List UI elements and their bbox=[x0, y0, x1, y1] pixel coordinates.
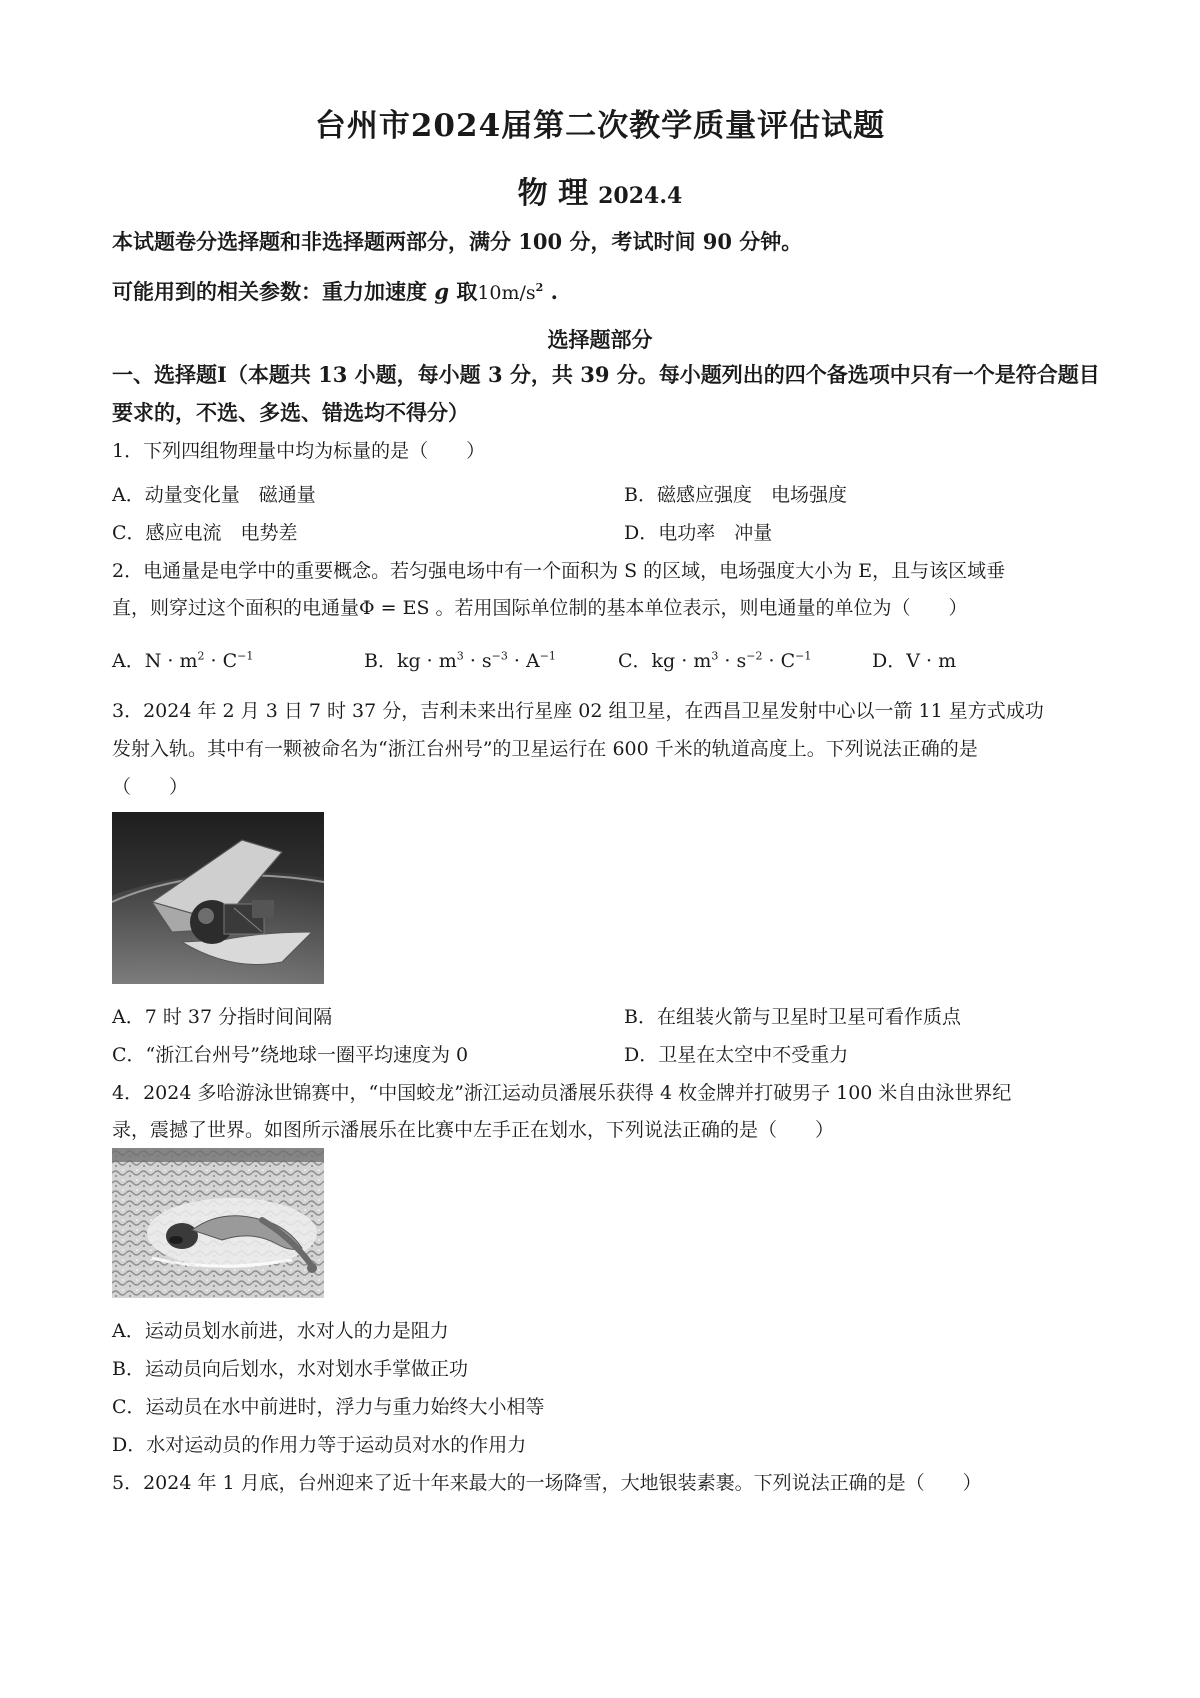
q1-option-c: C．感应电流 电势差 bbox=[112, 522, 298, 544]
q4-option-b: B．运动员向后划水，水对划水手掌做正功 bbox=[112, 1358, 468, 1380]
q2-option-c: C．kg · $m^3 \cdot s^{-2} \cdot C^{-1}$ bbox=[618, 649, 812, 672]
q3-stem-line1: 3．2024 年 2 月 3 日 7 时 37 分，吉利未来出行星座 02 组卫星，在西昌卫星发射中心以一箭 11 星方式成功 bbox=[112, 700, 1044, 722]
intro-parameters: 可能用到的相关参数：重力加速度 g 取$10m/s^2$ . bbox=[112, 279, 558, 304]
q3-option-a: A．7 时 37 分指时间间隔 bbox=[112, 1006, 333, 1028]
q2-stem-line2: 直，则穿过这个面积的电通量Φ = ES 。若用国际单位制的基本单位表示，则电通量的单位为（ ） bbox=[112, 597, 968, 619]
q3-option-d: D．卫星在太空中不受重力 bbox=[624, 1044, 849, 1066]
section-title: 选择题部分 bbox=[547, 327, 653, 352]
part1-heading: 一、选择题Ⅰ（本题共 13 小题，每小题 3 分，共 39 分。每小题列出的四个备选项中只有一个是符合题目要求的，不选、多选、错选均不得分） bbox=[112, 362, 1100, 425]
q4-stem-line1: 4．2024 多哈游泳世锦赛中，“中国蛟龙”浙江运动员潘展乐获得 4 枚金牌并打破男子 100 米自由泳世界纪 bbox=[112, 1082, 1012, 1104]
q1-option-b: B．磁感应强度 电场强度 bbox=[624, 484, 847, 506]
q3-option-c: C．“浙江台州号”绕地球一圈平均速度为 0 bbox=[112, 1044, 469, 1066]
q4-stem-line2: 录，震撼了世界。如图所示潘展乐在比赛中左手正在划水，下列说法正确的是（ ） bbox=[112, 1119, 835, 1141]
q3-stem-line3: （ ） bbox=[112, 776, 189, 798]
q1-stem: 1．下列四组物理量中均为标量的是（ ） bbox=[112, 440, 486, 462]
intro-scoring: 本试题卷分选择题和非选择题两部分，满分 100 分，考试时间 90 分钟。 bbox=[112, 229, 803, 254]
q2-option-a: A．$N \cdot m^2 \cdot C^{-1}$ bbox=[112, 649, 254, 672]
q3-stem-line2: 发射入轨。其中有一颗被命名为“浙江台州号”的卫星运行在 600 千米的轨道高度上。下列说法正确的是 bbox=[112, 738, 978, 760]
q2-option-d: D．V · m bbox=[872, 650, 957, 672]
swimmer-photo bbox=[112, 1148, 324, 1298]
q5-stem: 5．2024 年 1 月底，台州迎来了近十年来最大的一场降雪，大地银装素裹。下列说法正确的是（ ） bbox=[112, 1472, 982, 1494]
subject-name: 物 理 bbox=[517, 176, 589, 211]
q4-option-d: D．水对运动员的作用力等于运动员对水的作用力 bbox=[112, 1434, 527, 1456]
q4-option-c: C．运动员在水中前进时，浮力与重力始终大小相等 bbox=[112, 1396, 545, 1418]
exam-date: 2024.4 bbox=[598, 183, 683, 209]
q4-option-a: A．运动员划水前进，水对人的力是阻力 bbox=[112, 1320, 449, 1342]
q3-option-b: B．在组装火箭与卫星时卫星可看作质点 bbox=[624, 1006, 961, 1028]
q2-stem-line1: 2．电通量是电学中的重要概念。若匀强电场中有一个面积为 S 的区域，电场强度大小为 E，且与该区域垂 bbox=[112, 560, 1006, 582]
satellite-photo bbox=[112, 812, 324, 984]
subject-line bbox=[0, 168, 1200, 212]
q2-option-b: B．kg · $m^3 \cdot s^{-3} \cdot A^{-1}$ bbox=[364, 649, 556, 672]
q1-option-d: D．电功率 冲量 bbox=[624, 522, 773, 544]
exam-title: 台州市2024届第二次教学质量评估试题 bbox=[314, 108, 886, 144]
q1-option-a: A．动量变化量 磁通量 bbox=[112, 484, 316, 506]
